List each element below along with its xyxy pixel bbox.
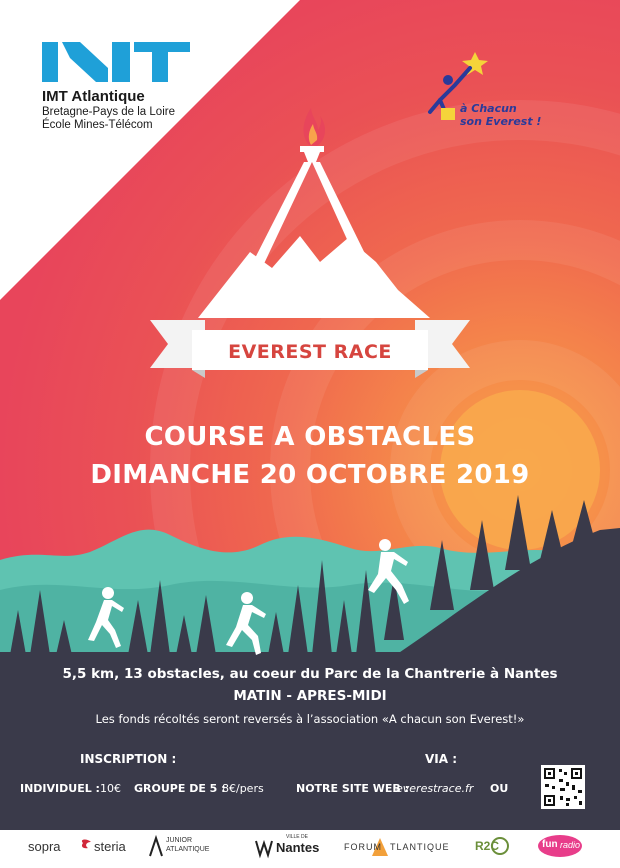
sponsor-junior: JUNIOR bbox=[166, 837, 193, 844]
headline-date: DIMANCHE 20 OCTOBRE 2019 bbox=[90, 460, 530, 490]
sponsor-fun: fun bbox=[542, 839, 558, 850]
imt-name: IMT Atlantique bbox=[42, 88, 145, 105]
via-title: VIA : bbox=[425, 752, 458, 766]
imt-region: Bretagne-Pays de la Loire bbox=[42, 106, 175, 118]
details-funds: Les fonds récoltés seront reversés à l’association «A chacun son Everest!» bbox=[95, 712, 525, 726]
sponsor-steria: steria bbox=[94, 839, 126, 854]
site-label: NOTRE SITE WEB : bbox=[296, 782, 409, 795]
sponsor-sopra: sopra bbox=[28, 839, 61, 854]
individuel-label: INDIVIDUEL : bbox=[20, 782, 100, 795]
sponsor-forum-atlantique: TLANTIQUE bbox=[390, 842, 450, 852]
details-schedule: MATIN - APRES-MIDI bbox=[233, 688, 387, 704]
qr-code-icon[interactable] bbox=[541, 765, 585, 809]
sponsor-ville-de: VILLE DE bbox=[286, 834, 308, 840]
sponsor-forum: FORUM bbox=[344, 842, 382, 852]
details-location: 5,5 km, 13 obstacles, au coeur du Parc de la Chantrerie à Nantes bbox=[62, 666, 558, 682]
sponsor-atlantique: ATLANTIQUE bbox=[166, 846, 210, 853]
sponsor-radio: radio bbox=[560, 840, 581, 850]
headline-course: COURSE A OBSTACLES bbox=[144, 422, 476, 452]
site-link[interactable]: everestrace.fr bbox=[396, 782, 474, 795]
individuel-price: 10€ bbox=[100, 782, 121, 795]
event-banner-title: EVEREST RACE bbox=[228, 341, 392, 363]
association-logo-line2: son Everest ! bbox=[460, 115, 542, 128]
groupe-price: 8€/pers bbox=[222, 782, 264, 795]
association-logo-line1: à Chacun bbox=[460, 102, 517, 115]
inscription-title: INSCRIPTION : bbox=[80, 752, 177, 766]
or-label: OU bbox=[490, 782, 509, 795]
sponsor-r2c: R2C bbox=[475, 839, 500, 853]
groupe-label: GROUPE DE 5 : bbox=[134, 782, 226, 795]
sponsor-nantes: Nantes bbox=[276, 840, 320, 855]
imt-school: École Mines-Télécom bbox=[42, 119, 153, 131]
